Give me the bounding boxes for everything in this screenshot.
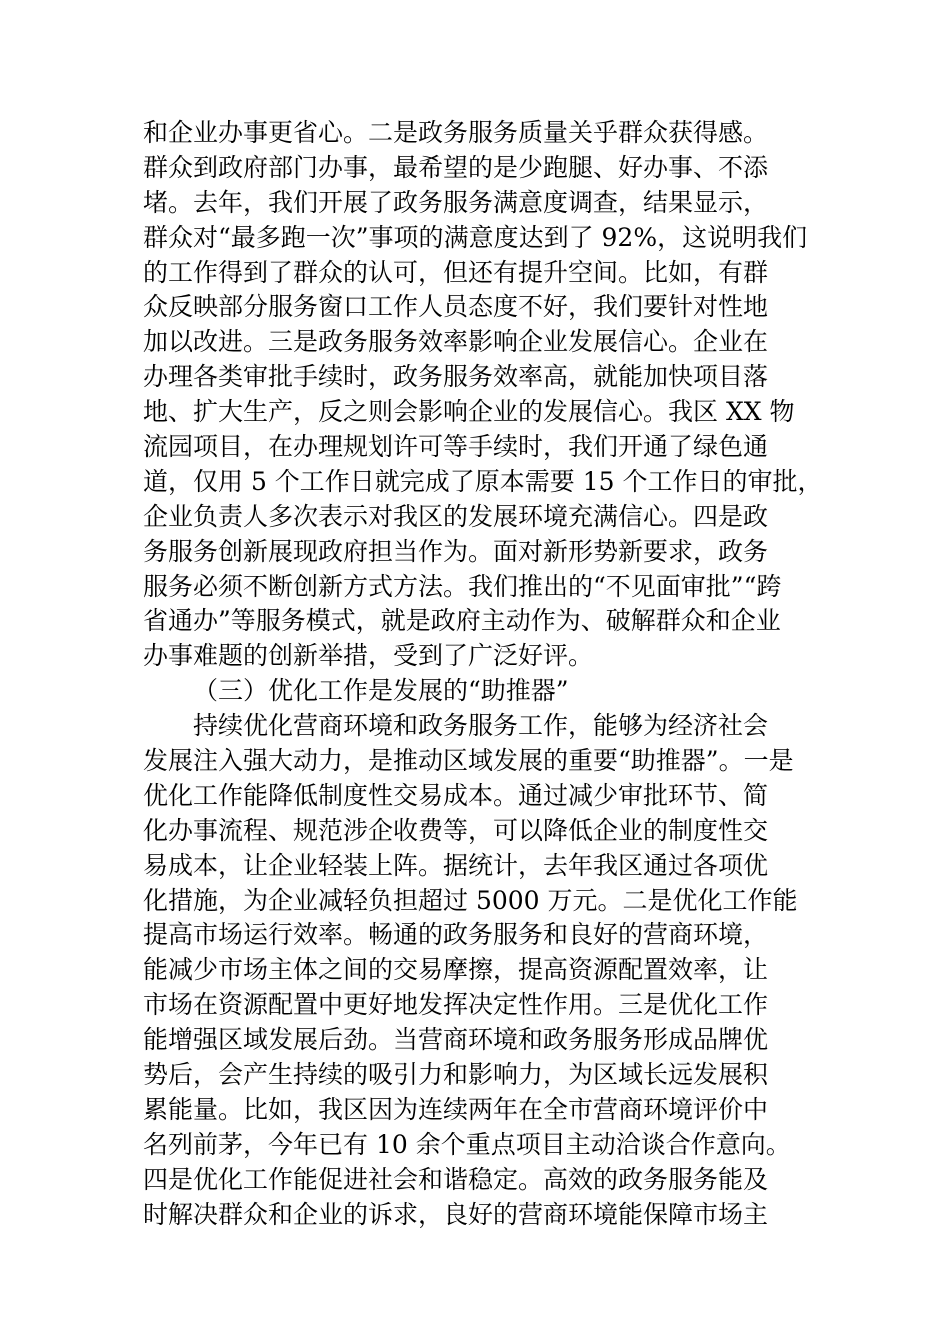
text-line: 能增强区域发展后劲。当营商环境和政务服务形成品牌优 [143, 1025, 769, 1055]
text-line: 市场在资源配置中更好地发挥决定性作用。三是优化工作 [143, 990, 769, 1020]
text-line: 群众到政府部门办事，最希望的是少跑腿、好办事、不添 [143, 152, 769, 182]
text-line: 地、扩大生产，反之则会影响企业的发展信心。我区 XX 物 [143, 397, 795, 427]
text-line: 企业负责人多次表示对我区的发展环境充满信心。四是政 [143, 501, 769, 531]
text-line: 优化工作能降低制度性交易成本。通过减少审批环节、简 [143, 780, 769, 810]
text-line: 累能量。比如，我区因为连续两年在全市营商环境评价中 [143, 1094, 769, 1124]
text-line: 易成本，让企业轻装上阵。据统计，去年我区通过各项优 [143, 850, 769, 880]
text-line: 众反映部分服务窗口工作人员态度不好，我们要针对性地 [143, 292, 769, 322]
text-line: 办事难题的创新举措，受到了广泛好评。 [143, 641, 594, 671]
text-line: 能减少市场主体之间的交易摩擦，提高资源配置效率，让 [143, 955, 769, 985]
text-line: 省通办”等服务模式，就是政府主动作为、破解群众和企业 [143, 606, 781, 636]
paragraph-first-line: 持续优化营商环境和政务服务工作，能够为经济社会 [193, 711, 769, 741]
text-line: 名列前茅，今年已有 10 余个重点项目主动洽谈合作意向。 [143, 1129, 791, 1159]
text-line: 服务必须不断创新方式方法。我们推出的“不见面审批”“跨 [143, 571, 782, 601]
text-line: 和企业办事更省心。二是政务服务质量关乎群众获得感。 [143, 118, 769, 147]
text-line: 办理各类审批手续时，政务服务效率高，就能加快项目落 [143, 362, 769, 392]
text-line: 化办事流程、规范涉企收费等，可以降低企业的制度性交 [143, 815, 769, 845]
text-line: 流园项目，在办理规划许可等手续时，我们开通了绿色通 [143, 432, 769, 462]
text-line: 堵。去年，我们开展了政务服务满意度调查，结果显示， [143, 187, 769, 217]
text-line: 时解决群众和企业的诉求，良好的营商环境能保障市场主 [143, 1199, 769, 1229]
text-line: 道，仅用 5 个工作日就完成了原本需要 15 个工作日的审批， [143, 466, 823, 496]
text-line: 的工作得到了群众的认可，但还有提升空间。比如，有群 [143, 257, 769, 287]
section-heading: （三）优化工作是发展的“助推器” [193, 676, 569, 706]
text-line: 群众对“最多跑一次”事项的满意度达到了 92%，这说明我们 [143, 222, 808, 252]
text-line: 化措施，为企业减轻负担超过 5000 万元。二是优化工作能 [143, 885, 798, 915]
body-text [143, 116, 843, 1233]
text-line: 提高市场运行效率。畅通的政务服务和良好的营商环境， [143, 920, 769, 950]
text-line: 发展注入强大动力，是推动区域发展的重要“助推器”。一是 [143, 746, 794, 776]
text-line: 势后，会产生持续的吸引力和影响力，为区域长远发展积 [143, 1060, 769, 1090]
text-line: 务服务创新展现政府担当作为。面对新形势新要求，政务 [143, 536, 769, 566]
text-line: 四是优化工作能促进社会和谐稳定。高效的政务服务能及 [143, 1164, 769, 1194]
text-line: 加以改进。三是政务服务效率影响企业发展信心。企业在 [143, 327, 769, 357]
